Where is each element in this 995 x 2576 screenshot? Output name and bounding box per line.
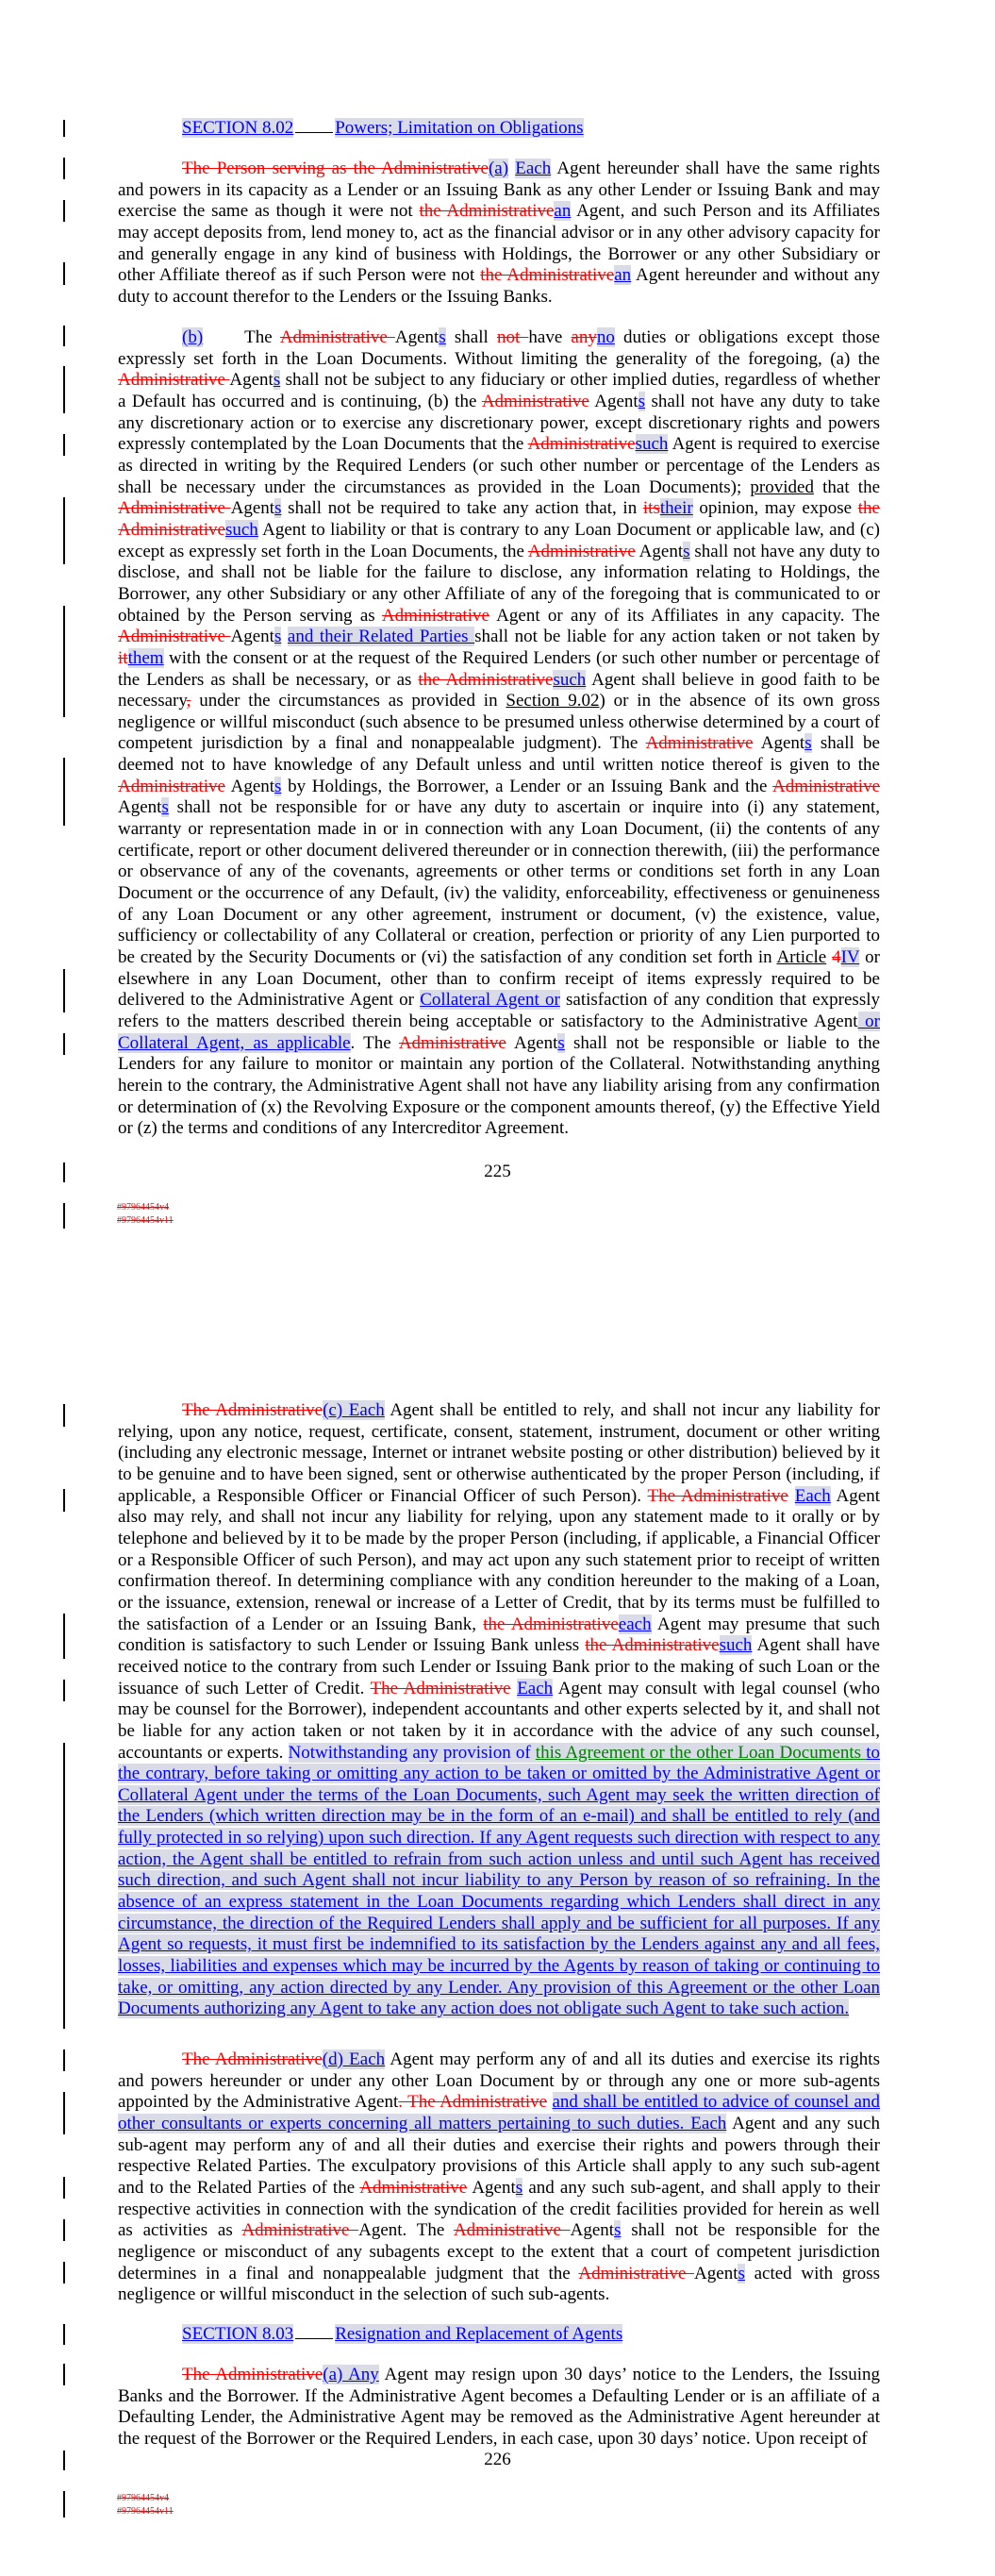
change-bar (63, 2364, 65, 2385)
text-run: shall not be subject to any fiduciary or other implied duties, regardless of whether a Default has occurred and is continuing, (b) the (118, 370, 881, 411)
text-run: Agent (506, 1032, 558, 1053)
inserted-text: s (683, 541, 690, 561)
text-run: shall not be required to take any action that, in (281, 498, 643, 519)
change-bar (63, 2491, 65, 2517)
deleted-text: Administrative (118, 498, 231, 519)
text-run: shall be deemed not to have knowledge of any Default unless and until written notice thereof is given to the (118, 733, 880, 776)
text-run: Agent may presume that such condition is satisfactory to such Lender or Issuing Bank unless (118, 1614, 881, 1656)
change-bar (63, 1203, 65, 1229)
change-bar (63, 1743, 65, 2029)
inserted-text: (a) Any (323, 2365, 379, 2384)
text-run: Agent also may rely, and shall not incur any liability for relying, upon any statement made to it orally or by telephone and believed by it to be made by the proper Person (including, if applicable, a Financial Officer or a Responsible Officer of such Person), and may act upon any such statement prior to receipt of written confirmation thereof. In determining compliance with any condition hereunder to the making of a Loan, or the issuance, extension, renewal or increase of a Letter of Credit, that by its terms must be fulfilled to the satisfaction of a Lender or an Issuing Bank, (118, 1485, 880, 1634)
inserted-text: such (553, 669, 587, 690)
deleted-text: Administrative (645, 733, 754, 754)
moved-text: this Agreement or the other Loan Documents (535, 1742, 867, 1763)
text-run (281, 627, 288, 646)
deleted-text: the Administrative (483, 1614, 619, 1634)
text-run: satisfaction of any condition that expressly refers to the matters described therein being acceptable or satisfactory to the Administrative Agent (118, 990, 880, 1031)
text-run: shall not be responsible for or have any duty to ascertain or inquire into (i) any statement, warranty or representation made in or in connection with any Loan Document, (ii) the contents of any certificate, report or other document delivered thereunder or in connection therewith, (iii) the performance or observance of any of the covenants, agreements or other terms or conditions set forth in any Loan Document or the occurrence of any Default, (iv) the validity, enforceability, effectiveness or genuineness of any Loan Document or any other agreement, instrument or document, (v) the existence, value, sufficiency or collectability of any Collateral or creation, perfection or priority of any Lien purported to be created by the Security Documents or (vi) the satisfaction of any condition set forth in (118, 797, 880, 968)
text-run: Agent is required to exercise as directed in writing by the Required Lenders (or such other number or percentage of the Lenders as shall be necessary under the circumstances as provided in the Loan Documents); (118, 434, 880, 497)
deleted-text: any (571, 327, 597, 347)
deleted-text: . The Administrative (398, 2092, 548, 2113)
inserted-text: SECTION 8.02 (182, 118, 294, 138)
heading-tab-leader (295, 131, 333, 133)
inserted-text: such (224, 519, 258, 540)
paragraph-b (118, 327, 880, 1140)
text-run: Agent may resign upon 30 days’ notice to the Lenders, the Issuing Banks and the Borrower. If the Administrative Agent becomes a Defaulting Lender or is an affiliate of a Defaulting Lender, the Administrative Agent may be removed as the Administrative Agent hereunder at the request of the Borrower or the Required Lenders, in each case, upon 30 days’ notice. Upon receipt of (118, 2365, 880, 2449)
change-bar (63, 497, 65, 564)
change-bar (63, 1680, 65, 1701)
inserted-text: such (719, 1635, 753, 1656)
deleted-text: Administrative (118, 776, 225, 796)
inserted-text: (c) Each (323, 1400, 385, 1420)
text-run: shall (445, 327, 497, 347)
footer-document-id: #97964454v4 (117, 1202, 169, 1213)
footer-document-id: #97964454v11 (117, 2506, 174, 2517)
text-run: Agent (635, 541, 684, 561)
text-run: Agent may consult with legal counsel (who may be counsel for the Borrower), independent accountants and other experts selected by it, and shall not be liable for any action taken or not taken by it in accordance with the advice of any such counsel, accountants or experts. (118, 1678, 880, 1763)
text-run (547, 2092, 552, 2112)
text-run: Agent (589, 391, 638, 411)
inserted-text: such (635, 434, 669, 455)
text-run: with the consent or at the request of the Required Lenders (or such other number or percentage of the Lenders as shall be necessary, or as (118, 647, 880, 690)
inserted-text: and their Related Parties (287, 627, 475, 647)
change-bar (63, 326, 65, 346)
text-run: Agent hereunder shall have the same rights and powers in its capacity as a Lender or an Issuing Bank as any other Lender or Issuing Bank and may exercise the same as though it were not (118, 159, 880, 222)
inserted-text: each (618, 1614, 652, 1634)
deleted-text: the Administrative (419, 201, 555, 222)
deleted-text: Administrative (772, 776, 880, 796)
deleted-text: The Administrative (182, 2365, 323, 2384)
change-bar (63, 1033, 65, 1055)
text-run: shall not have any duty to take any discretionary action or to exercise any discretionary power, except discretionary rights and powers expressly contemplated by the Loan Documents that the (118, 391, 880, 455)
text-run: that the (813, 477, 881, 497)
inserted-text: s (515, 2177, 523, 2198)
footer-document-id: #97964454v4 (117, 2493, 169, 2503)
text-run (788, 1486, 795, 1506)
inserted-text: Powers; Limitation on Obligations (335, 118, 584, 138)
page-number: 225 (484, 1162, 511, 1181)
deleted-text: 4 (832, 947, 841, 968)
deleted-text: Administrative (381, 605, 489, 626)
text-run: Agent shall be entitled to rely, and shall not incur any liability for relying, upon any notice, request, certificate, consent, statement, instrument, document or other writing (including any electronic message, Internet or intranet website posting or other distribution) believed by it to be genuine and to have been signed, sent or otherwise authenticated by the proper Person (including, if applicable, a Responsible Officer or Financial Officer of such Person). (118, 1400, 880, 1506)
text-run: Agent (694, 2263, 738, 2283)
change-bar (63, 120, 65, 137)
inserted-text: s (614, 2220, 622, 2241)
inserted-text: (b) (182, 327, 204, 347)
paragraph-8-03-a (118, 2365, 880, 2451)
deleted-text: not (496, 327, 529, 347)
inserted-text: or Collateral Agent, as applicable (118, 1012, 880, 1053)
text-run: Agent and any such sub-agent may perform any of and all their duties and exercise their rights and powers through their respective Related Parties. The exculpatory provisions of this Article shall apply to any such sub-agent and to the Related Parties of the (118, 2113, 880, 2198)
page-number: 226 (484, 2450, 511, 2469)
paragraph-c (118, 1400, 880, 2020)
text-run: Agent (224, 776, 275, 796)
deleted-text: the Administrative (118, 498, 880, 540)
change-bar (63, 969, 65, 1012)
inserted-text: an (614, 265, 632, 286)
inserted-text: Resignation and Replacement of Agents (335, 2324, 623, 2344)
deleted-text: Administrative (453, 2220, 571, 2241)
change-bar (63, 1404, 65, 1427)
change-bar (63, 262, 65, 285)
deleted-text: Administrative (578, 2263, 695, 2283)
inserted-text: Collateral Agent or (420, 990, 560, 1011)
deleted-text: The Administrative (182, 1400, 323, 1420)
inserted-text: s (439, 327, 446, 347)
inserted-text: SECTION 8.03 (182, 2324, 294, 2344)
change-bar (63, 2177, 65, 2199)
text-run: acted with gross negligence or willful misconduct in the selection of such sub-agents. (118, 2263, 881, 2305)
text-run: Agent shall have received notice to the contrary from such Lender or Issuing Bank prior to the making of such Loan or the issuance of such Letter of Credit. (118, 1635, 880, 1698)
text-run: by Holdings, the Borrower, a Lender or an Issuing Bank and the (281, 776, 773, 796)
inserted-text: s (273, 370, 281, 391)
text-run: Agent (467, 2177, 516, 2198)
deleted-text: Administrative (118, 627, 231, 647)
inserted-text: s (638, 391, 646, 411)
inserted-text: s (557, 1032, 565, 1053)
change-bar (63, 1163, 65, 1182)
deleted-text: the Administrative (480, 265, 615, 286)
inserted-text: Each (517, 1678, 554, 1698)
text-run: shall not be responsible for the negligence or misconduct of any subagents except to the extent that a court of competent jurisdiction determines in a final and nonappealable judgment that the (118, 2220, 880, 2283)
text-run: Agent (753, 733, 805, 754)
change-bar (63, 200, 65, 222)
deleted-text: The Administrative (182, 2049, 323, 2069)
text-run: under the circumstances as provided in (191, 691, 506, 711)
text-run: Agent (394, 327, 439, 347)
inserted-text: (d) Each (322, 2049, 386, 2069)
deleted-text: the Administrative (585, 1635, 720, 1656)
deleted-text: Administrative (241, 2220, 359, 2241)
text-run: The (244, 327, 280, 347)
underlined-text: provided (750, 477, 814, 497)
text-run: Agent (230, 498, 275, 519)
inserted-text: s (274, 627, 282, 647)
change-bar (63, 2262, 65, 2283)
deleted-text: Administrative (279, 327, 395, 347)
change-bar (63, 434, 65, 456)
text-run: Agent (230, 627, 274, 647)
deleted-text: Administrative (527, 541, 636, 561)
change-bar (63, 1614, 65, 1659)
deleted-text: Administrative (481, 391, 589, 411)
deleted-text: it (118, 647, 128, 668)
text-run: ) or in the absence of its own gross negligence or willful misconduct (such absence to be presumed unless otherwise determined by a court of competent jurisdiction by a final and nonappealable judgment). The (118, 691, 880, 754)
text-run: Agent (229, 370, 274, 391)
inserted-text: (a) (488, 159, 509, 178)
deleted-text: The Administrative (647, 1485, 788, 1506)
text-run: Agent may perform any of and all its duties and exercise its rights and powers hereunder or under any other Loan Document by or through any one or more sub-agents appointed by the Administrative Agent (118, 2049, 880, 2113)
deleted-text: Administrative (359, 2177, 468, 2198)
text-run: shall not be responsible or liable to the Lenders for any failure to monitor or maintain any portion of the Collateral. Notwithstanding anything herein to the contrary, the Administrative Agent shall not have any liability arising from any confirmation or determination of (x) the Revolving Exposure or the component amounts thereof, (y) the Effective Yield or (z) the terms and conditions of any Intercreditor Agreement. (118, 1032, 880, 1139)
inserted-text: Each (794, 1485, 831, 1506)
text-run: Agent (118, 797, 162, 818)
change-bar (63, 2092, 65, 2134)
inserted-text: Notwithstanding any provision of (288, 1742, 536, 1763)
inserted-text: s (804, 733, 812, 754)
inserted-text: no (596, 327, 615, 347)
text-run: Agent hereunder and without any duty to account therefor to the Lenders or the Issuing Banks. (118, 265, 881, 307)
change-bar (63, 366, 65, 413)
deleted-text: Administrative (527, 434, 636, 455)
underlined-text: Article (776, 947, 827, 968)
inserted-text: to the contrary, before taking or omitting any action to be taken or omitted by the Administrative Agent or Collateral Agent under the terms of the Loan Documents, such Agent may seek the written direction of the Lenders (which written direction may be in the form of an e-mail) and shall be entitled to rely (and fully protected in so relying) upon such direction. If any Agent requests such direction with respect to any action, the Agent shall be entitled to refrain from such action unless and until such Agent has received such direction, and such Agent shall not incur liability to any Person by reason of so refraining. In the absence of an express statement in the Loan Documents regarding which Lenders shall direct in any circumstance, the direction of the Required Lenders shall apply and be sufficient for all purposes. If any Agent so requests, it must first be indemnified to its satisfaction by the Lenders against any and all fees, losses, liabilities and expenses which may be incurred by the Agents by reason of taking or continuing to take, or omitting, any action directed by any Lender. Any provision of this Agreement or the other Loan Documents authorizing any Agent to take any action does not obligate such Agent to take such action. (118, 1742, 880, 2019)
text-run: . The (350, 1032, 399, 1053)
change-bar (63, 158, 65, 179)
change-bar (63, 2324, 65, 2345)
text-run: Agent (570, 2220, 615, 2241)
deleted-text: The Person serving as the Administrative (182, 159, 489, 178)
inserted-text: and shall be entitled to advice of counsel and other consultants or experts concerning all matters pertaining to such duties. Each (118, 2092, 880, 2133)
change-bar (63, 758, 65, 826)
paragraph-a (118, 159, 880, 309)
text-run: shall not have any duty to disclose, and shall not be liable for the failure to disclose, any information relating to Holdings, the Borrower, any other Subsidiary or any other Affiliate of any of the foregoing that is communicated to or obtained by the Person serving as (118, 541, 880, 626)
paragraph-d (118, 2049, 880, 2306)
inserted-text: an (554, 201, 572, 222)
text-run: Agent or any of its Affiliates in any capacity. The (489, 605, 880, 626)
deleted-text: Administrative (398, 1032, 506, 1053)
heading-tab-leader (295, 2337, 333, 2339)
deleted-text: its (642, 498, 660, 519)
deleted-text: Administrative (118, 370, 230, 391)
text-run: Agent, and such Person and its Affiliates may accept deposits from, lend money to, act as the financial advisor or in any other advisory capacity for and generally engage in any kind of business with Holdings, the Borrower or any other Subsidiary or other Affiliate thereof as if such Person were not (118, 201, 880, 286)
inserted-text: s (274, 776, 282, 796)
inserted-text: them (127, 647, 164, 668)
text-run: Agent. The (358, 2220, 454, 2241)
text-run: shall not be liable for any action taken or not taken by (474, 627, 880, 647)
change-bar (63, 1489, 65, 1512)
deleted-text: The Administrative (370, 1678, 511, 1698)
inserted-text: their (659, 498, 693, 519)
text-run: have (528, 327, 572, 347)
deleted-text: the Administrative (418, 669, 554, 690)
underlined-text: Section 9.02 (506, 691, 600, 711)
section-8-02-heading (182, 118, 584, 140)
footer-document-id: #97964454v11 (117, 1215, 174, 1226)
inserted-text: Each (515, 159, 552, 178)
inserted-text: s (274, 498, 282, 519)
text-run: Agent to liability or that is contrary to any Loan Document or applicable law, and (c) except as expressly set forth in the Loan Documents, the (118, 519, 880, 561)
inserted-text: s (738, 2263, 745, 2283)
change-bar (63, 2451, 65, 2470)
text-run: and any such sub-agent, and shall apply to their respective activities in connection with the syndication of the credit facilities provided for herein as well as activities as (118, 2177, 881, 2241)
text-run: or elsewhere in any Loan Document, other than to confirm receipt of items expressly required to be delivered to the Administrative Agent or (118, 947, 881, 1011)
text-run: duties or obligations except those expressly set forth in the Loan Documents. Without limiting the generality of the foregoing, (a) the (118, 327, 880, 369)
change-bar (63, 606, 65, 717)
inserted-text: s (161, 797, 169, 818)
section-8-03-heading (182, 2324, 622, 2346)
inserted-text: IV (840, 947, 860, 968)
change-bar (63, 2049, 65, 2071)
deleted-text: , (186, 691, 191, 711)
change-bar (63, 2219, 65, 2241)
text-run: Agent shall believe in good faith to be necessary (118, 669, 880, 711)
text-run: opinion, may expose (692, 498, 858, 519)
